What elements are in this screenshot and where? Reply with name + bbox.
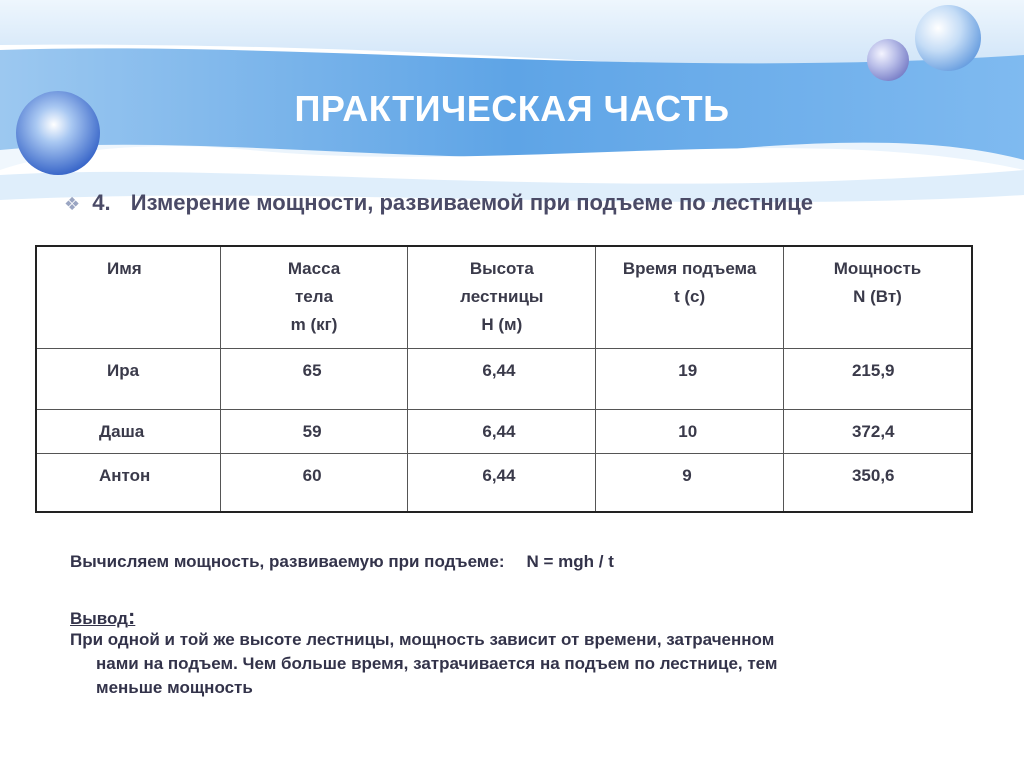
cell-mass: 60 [220,453,408,512]
header-name: Имя [36,246,220,349]
page-title: ПРАКТИЧЕСКАЯ ЧАСТЬ [294,88,730,129]
cell-name: Даша [36,410,220,454]
measurement-table [35,245,973,513]
formula-equation: N = mgh / t [526,552,614,571]
conclusion-line-2: нами на подъем. Чем больше время, затрачивается на подъем по лестнице, тем [96,654,778,673]
cell-name: Антон [36,453,220,512]
conclusion-line-3: меньше мощность [96,678,253,697]
conclusion-line-1: При одной и той же высоте лестницы, мощность зависит от времени, затраченном [70,630,775,649]
table-header-row [36,246,972,349]
table-row [36,410,972,454]
subtitle-number: 4. [92,190,111,215]
cell-power: 372,4 [783,410,972,454]
cell-name: Ира [36,349,220,410]
cell-mass: 65 [220,349,408,410]
conclusion-colon: : [127,604,136,629]
conclusion-label [70,604,135,630]
cell-height: 6,44 [408,410,596,454]
cell-time: 9 [596,453,784,512]
power-formula [70,552,614,572]
cell-time: 19 [596,349,784,410]
cell-power: 215,9 [783,349,972,410]
conclusion-text [70,628,930,700]
cell-time: 10 [596,410,784,454]
header-time: Время подъема t (с) [596,246,784,349]
conclusion-label-text: Вывод [70,609,128,628]
formula-text: Вычисляем мощность, развиваемую при подъеме: [70,552,505,571]
header-mass: Масса тела m (кг) [220,246,408,349]
header-power: Мощность N (Вт) [783,246,972,349]
cell-mass: 59 [220,410,408,454]
table-row [36,349,972,410]
cell-height: 6,44 [408,349,596,410]
cell-height: 6,44 [408,453,596,512]
cell-power: 350,6 [783,453,972,512]
section-subtitle [64,190,813,216]
header-height: Высота лестницы H (м) [408,246,596,349]
table-row [36,453,972,512]
diamond-bullet-icon: ❖ [64,194,81,214]
subtitle-text: Измерение мощности, развиваемой при подъеме по лестнице [130,190,814,215]
